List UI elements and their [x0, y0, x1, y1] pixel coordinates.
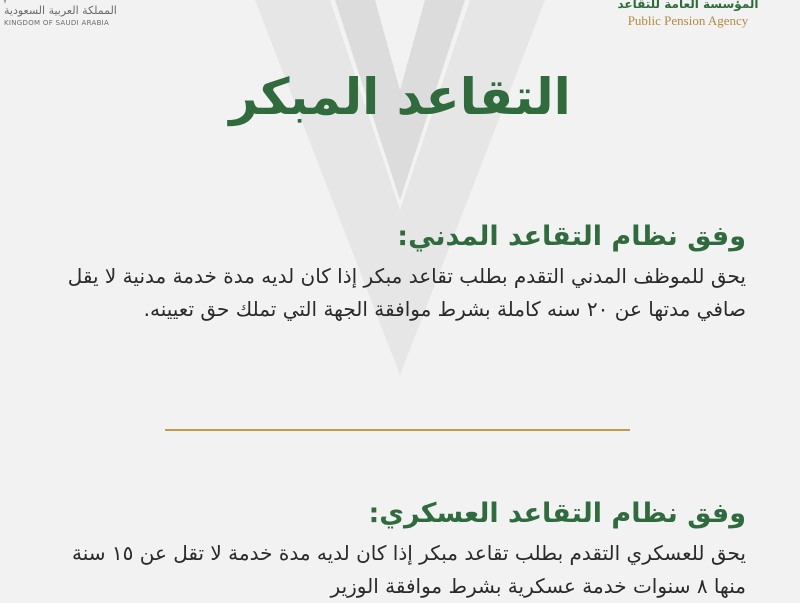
military-retirement-heading: وفق نظام التقاعد العسكري: [368, 498, 746, 529]
palm-swords-emblem-icon [0, 0, 12, 6]
pension-agency-logo [608, 0, 768, 34]
page-title: التقاعد المبكر [229, 68, 571, 126]
kingdom-name-arabic: المملكة العربية السعودية [4, 4, 117, 17]
kingdom-name-english: KINGDOM OF SAUDI ARABIA [4, 19, 110, 27]
section-divider [165, 429, 630, 431]
civil-retirement-section [46, 218, 746, 326]
agency-name-arabic: المؤسسة العامة للتقاعد [617, 0, 759, 11]
agency-name-english: Public Pension Agency [627, 13, 749, 28]
military-retirement-section [46, 495, 746, 603]
kingdom-logo [4, 0, 154, 34]
civil-retirement-text: يحق للموظف المدني التقدم بطلب تقاعد مبكر إذا كان لديه مدة خدمة مدنية لا يقل صافي مدتها عن ٢٠ سنه كاملة بشرط موافقة الجهة التي تملك حق تعيينه. [67, 264, 746, 321]
military-retirement-text: يحق للعسكري التقدم بطلب تقاعد مبكر إذا كان لديه مدة خدمة لا تقل عن ١٥ سنة منها ٨ سنوات خدمة عسكرية بشرط موافقة الوزير [72, 541, 746, 598]
civil-retirement-heading: وفق نظام التقاعد المدني: [397, 221, 746, 252]
